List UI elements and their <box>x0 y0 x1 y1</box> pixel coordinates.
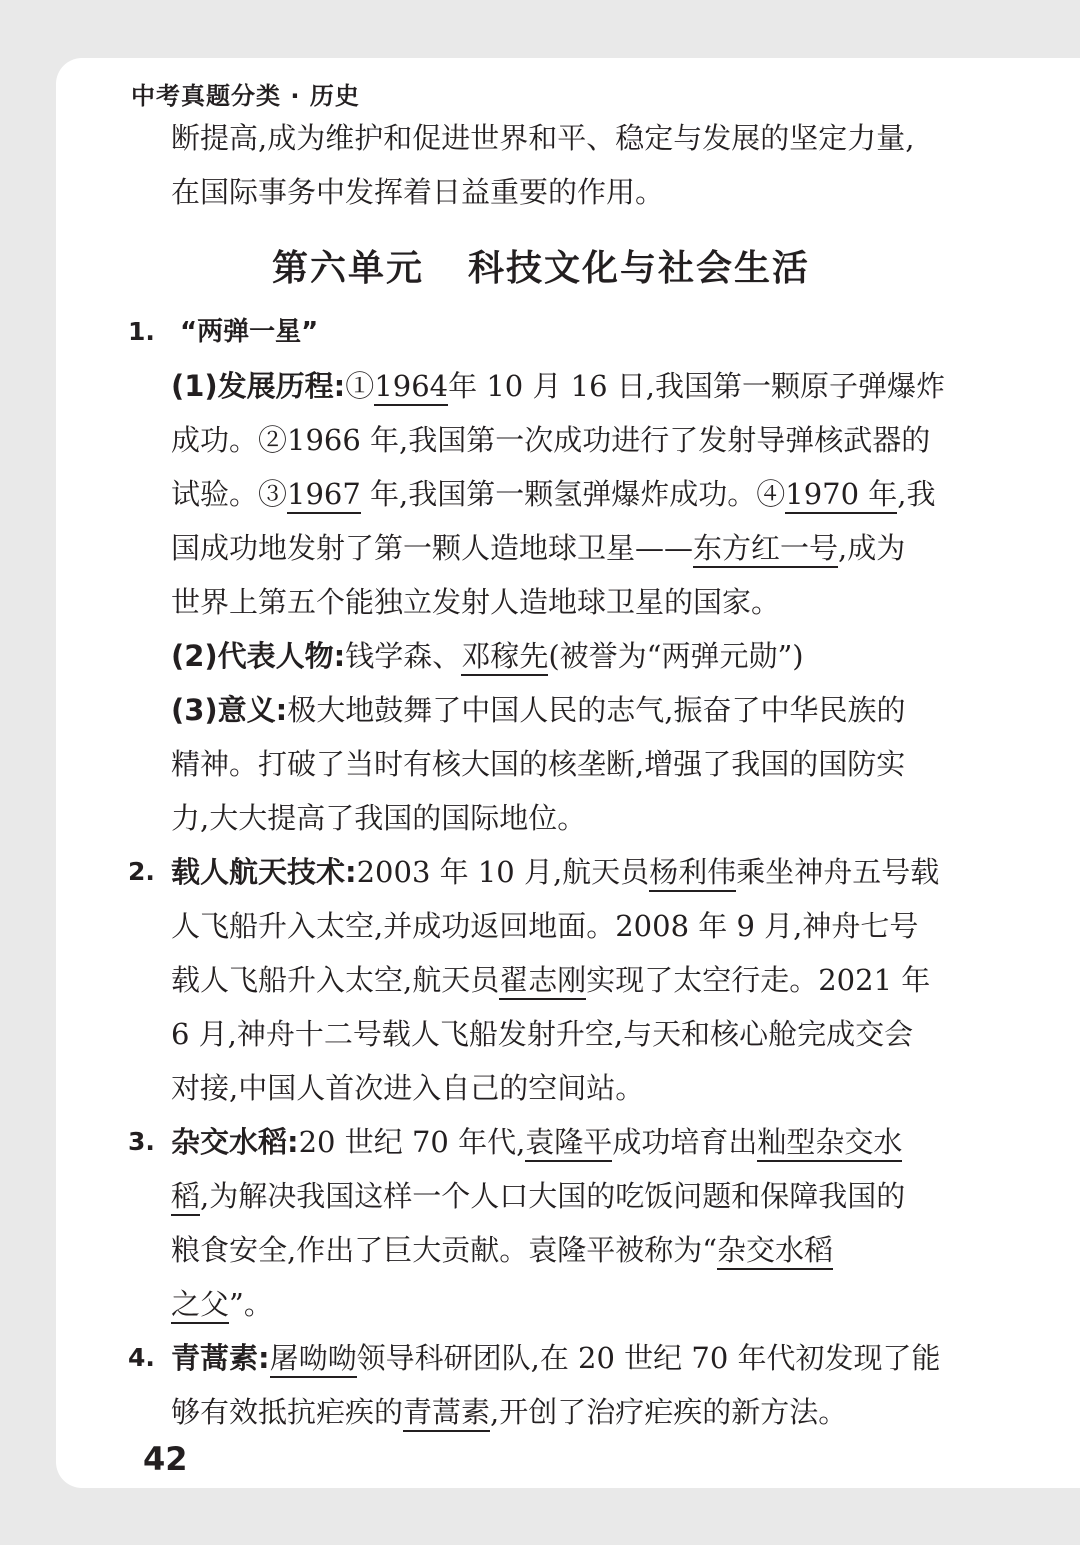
page-number: 42 <box>143 1440 188 1478</box>
answer-father-of-hybrid-rice: 杂交水稻 <box>717 1233 833 1270</box>
answer-artemisinin: 青蒿素 <box>403 1395 490 1432</box>
intro-line-2: 在国际事务中发挥着日益重要的作用。 <box>171 175 665 209</box>
s2-line-2: 人飞船升入太空,并成功返回地面。2008 年 9 月,神舟七号 <box>171 909 919 943</box>
section-1-title: “两弹一星” <box>180 317 319 347</box>
s3-line-4: 之父”。 <box>171 1284 273 1324</box>
s4-line-1: 青蒿素:屠呦呦领导科研团队,在 20 世纪 70 年代初发现了能 <box>171 1338 941 1378</box>
answer-tuyouyou: 屠呦呦 <box>270 1341 357 1378</box>
s2-line-5: 对接,中国人首次进入自己的空间站。 <box>171 1071 645 1105</box>
s1-line-5: 世界上第五个能独立发射人造地球卫星的国家。 <box>171 585 781 619</box>
s3-line-1: 杂交水稻:20 世纪 70 年代,袁隆平成功培育出籼型杂交水 <box>171 1122 902 1162</box>
unit-title <box>56 240 1026 291</box>
answer-1964: 1964 <box>374 369 448 406</box>
s2-line-4: 6 月,神舟十二号载人飞船发射升空,与天和核心舱完成交会 <box>171 1017 914 1051</box>
answer-dongfanghong: 东方红一号 <box>693 531 838 568</box>
s1-line-7: (3)意义:极大地鼓舞了中国人民的志气,振奋了中华民族的 <box>171 693 906 727</box>
answer-dengjiaxian: 邓稼先 <box>461 639 548 676</box>
answer-yuanlongping: 袁隆平 <box>525 1125 612 1162</box>
section-1-number: 1. <box>128 317 155 346</box>
section-3-number: 3. <box>128 1127 155 1156</box>
unit-name: 科技文化与社会生活 <box>468 248 811 289</box>
answer-1970: 1970 年 <box>785 477 897 514</box>
s1-line-3: 试验。③1967 年,我国第一颗氢弹爆炸成功。④1970 年,我 <box>171 474 936 514</box>
s2-line-3: 载人飞船升入太空,航天员翟志刚实现了太空行走。2021 年 <box>171 960 930 1000</box>
answer-xianxing: 籼型杂交水 <box>757 1125 902 1162</box>
section-4-number: 4. <box>128 1343 155 1372</box>
s1-line-1: (1)发展历程:①1964年 10 月 16 日,我国第一颗原子弹爆炸 <box>171 366 945 406</box>
answer-1967: 1967 <box>287 477 361 514</box>
s1-line-2: 成功。②1966 年,我国第一次成功进行了发射导弹核武器的 <box>171 423 931 457</box>
s4-line-2: 够有效抵抗疟疾的青蒿素,开创了治疗疟疾的新方法。 <box>171 1392 847 1432</box>
s2-line-1: 载人航天技术:2003 年 10 月,航天员杨利伟乘坐神舟五号载 <box>171 852 939 892</box>
answer-yangliwei: 杨利伟 <box>649 855 736 892</box>
s3-line-3: 粮食安全,作出了巨大贡献。袁隆平被称为“杂交水稻 <box>171 1230 833 1270</box>
s1-line-9: 力,大大提高了我国的国际地位。 <box>171 801 587 835</box>
s1-line-6: (2)代表人物:钱学森、邓稼先(被誉为“两弹元勋”) <box>171 636 804 676</box>
unit-label: 第六单元 <box>271 248 424 289</box>
s3-line-2: 稻,为解决我国这样一个人口大国的吃饭问题和保障我国的 <box>171 1176 905 1216</box>
section-2-number: 2. <box>128 857 155 886</box>
answer-zhaizhigang: 翟志刚 <box>499 963 586 1000</box>
textbook-page <box>56 58 1080 1488</box>
running-header: 中考真题分类 · 历史 <box>131 82 360 110</box>
s1-line-8: 精神。打破了当时有核大国的核垄断,增强了我国的国防实 <box>171 747 906 781</box>
s1-line-4: 国成功地发射了第一颗人造地球卫星——东方红一号,成为 <box>171 528 905 568</box>
intro-line-1: 断提高,成为维护和促进世界和平、稳定与发展的坚定力量, <box>171 121 915 155</box>
